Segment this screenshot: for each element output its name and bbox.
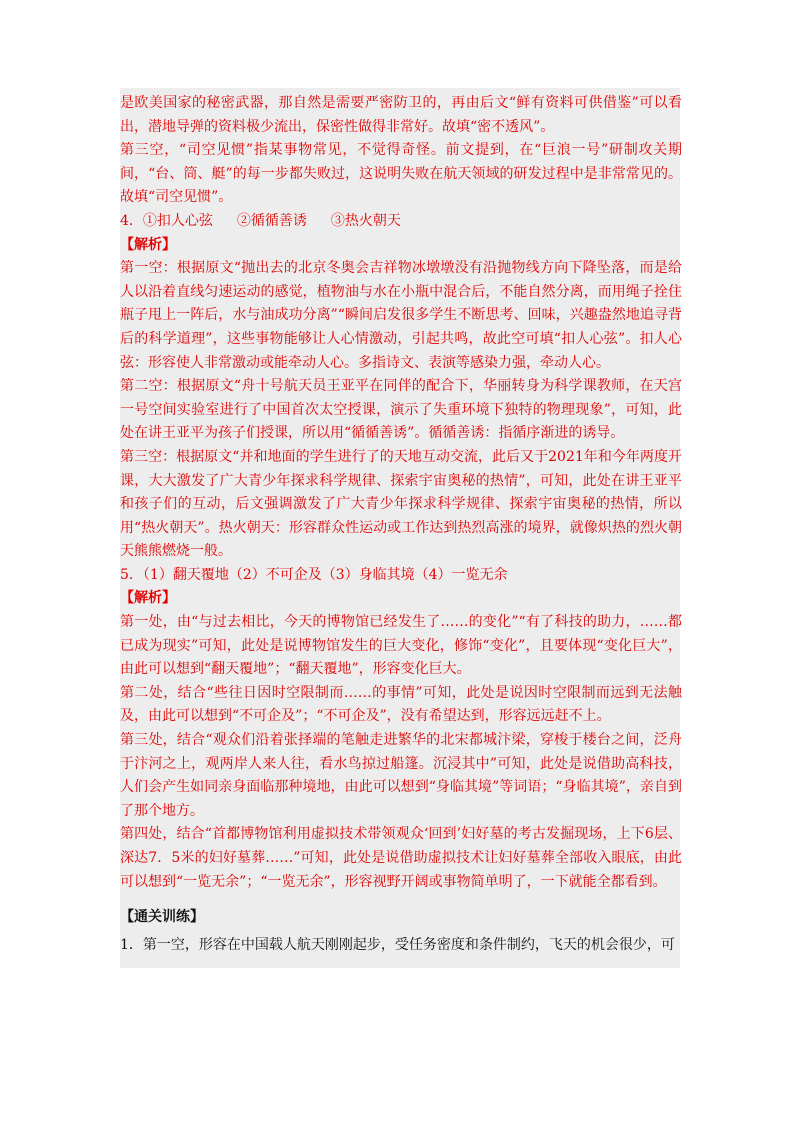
q5-paragraph-3: 第三处，结合“观众们沿着张择端的笔触走进繁华的北宋都城汴梁，穿梭于楼台之间，泛舟于汴河之上，观两岸人来人往，看水鸟掠过船篷。沉浸其中”可知，此处是说借助高科技，人们会产生如同亲身面临那种境地，由此可以想到“身临其境”等词语；“身临其境”，亲自到了那个地方。 — [120, 732, 682, 819]
q5-paragraph-1: 第一处，由“与过去相比，今天的博物馆已经发生了……的变化”“有了科技的助力，……都已成为现实”可知，此处是说博物馆发生的巨大变化，修饰“变化”，且要体现“变化巨大”，由此可以想到“翻天覆地”；“翻天覆地”，形容变化巨大。 — [120, 614, 682, 678]
paragraph-top-2: 第三空，“司空见惯”指某事物常见，不觉得奇怪。前文提到，在“巨浪一号”研制攻关期间，“台、筒、艇”的每一步都失败过，这说明失败在航天领域的研发过程中是非常常见的。故填“司空见惯”。 — [120, 142, 682, 206]
q4-paragraph-2: 第二空：根据原文“舟十号航天员王亚平在同伴的配合下，华丽转身为科学课教师，在天宫一号空间实验室进行了中国首次太空授课，演示了失重环境下独特的物理现象”，可知，此处在讲王亚平为孩子们授课，所以用“循循善诱”。循循善诱：指循序渐进的诱导。 — [120, 378, 682, 442]
q5-answer-line: 5．（1）翻天覆地（2）不可企及（3）身临其境（4）一览无余 — [120, 566, 508, 583]
q4-analysis-label: 【解析】 — [120, 236, 176, 253]
q4-answer-line — [120, 210, 682, 234]
q4-answer-2: ②循循善诱 — [236, 212, 307, 229]
q5-paragraph-4: 第四处，结合“首都博物馆利用虚拟技术带领观众‘回到’妇好墓的考古发掘现场，上下6层、深达7．5米的妇好墓葬……”可知，此处是说借助虚拟技术让妇好墓葬全部收入眼底，由此可以想到“一览无余”；“一览无余”，形容视野开阔或事物简单明了，一下就能全都看到。 — [120, 826, 682, 890]
q4-paragraph-3: 第三空：根据原文“并和地面的学生进行了的天地互动交流，此后又于2021年和今年两度开课，大大激发了广大青少年探求科学规律、探索宇宙奥秘的热情”，可知，此处在讲王亚平和孩子们的互动，后文强调激发了广大青少年探求科学规律、探索宇宙奥秘的热情，所以用“热火朝天”。热火朝天：形容群众性运动或工作达到热烈高涨的境界，就像炽热的烈火朝天熊熊燃烧一般。 — [120, 448, 682, 560]
q5-analysis-label: 【解析】 — [120, 590, 176, 607]
answer-content — [120, 92, 682, 957]
practice-line-1: 1．第一空，形容在中国载人航天刚刚起步，受任务密度和条件制约，飞天的机会很少，可 — [120, 936, 675, 953]
practice-header: 【通关训练】 — [120, 909, 204, 926]
q4-answer-1: ①扣人心弦 — [142, 212, 213, 229]
q5-paragraph-2: 第二处，结合“些往日因时空限制而……的事情”可知，此处是说因时空限制而远到无法触及，由此可以想到“不可企及”；“不可企及”，没有希望达到，形容远远赶不上。 — [120, 684, 682, 725]
paragraph-top-1: 是欧美国家的秘密武器，那自然是需要严密防卫的，再由后文“鲜有资料可供借鉴”可以看出，潜地导弹的资料极少流出，保密性做得非常好。故填“密不透风”。 — [120, 95, 682, 135]
q4-answer-3: ③热火朝天 — [330, 212, 401, 229]
q4-paragraph-1: 第一空：根据原文“抛出去的北京冬奥会吉祥物冰墩墩没有沿抛物线方向下降坠落，而是给人以沿着直线匀速运动的感觉，植物油与水在小瓶中混合后，不能自然分离，而用绳子拴住瓶子甩上一阵后，水与油成功分离”“瞬间启发很多学生不断思考、回味，兴趣盎然地追寻背后的科学道理”，这些事物能够让人心情激动，引起共鸣，故此空可填“扣人心弦”。扣人心弦：形容使人非常激动或能牵动人心。多指诗文、表演等感染力强，牵动人心。 — [120, 260, 682, 371]
q4-number: 4． — [120, 212, 143, 229]
